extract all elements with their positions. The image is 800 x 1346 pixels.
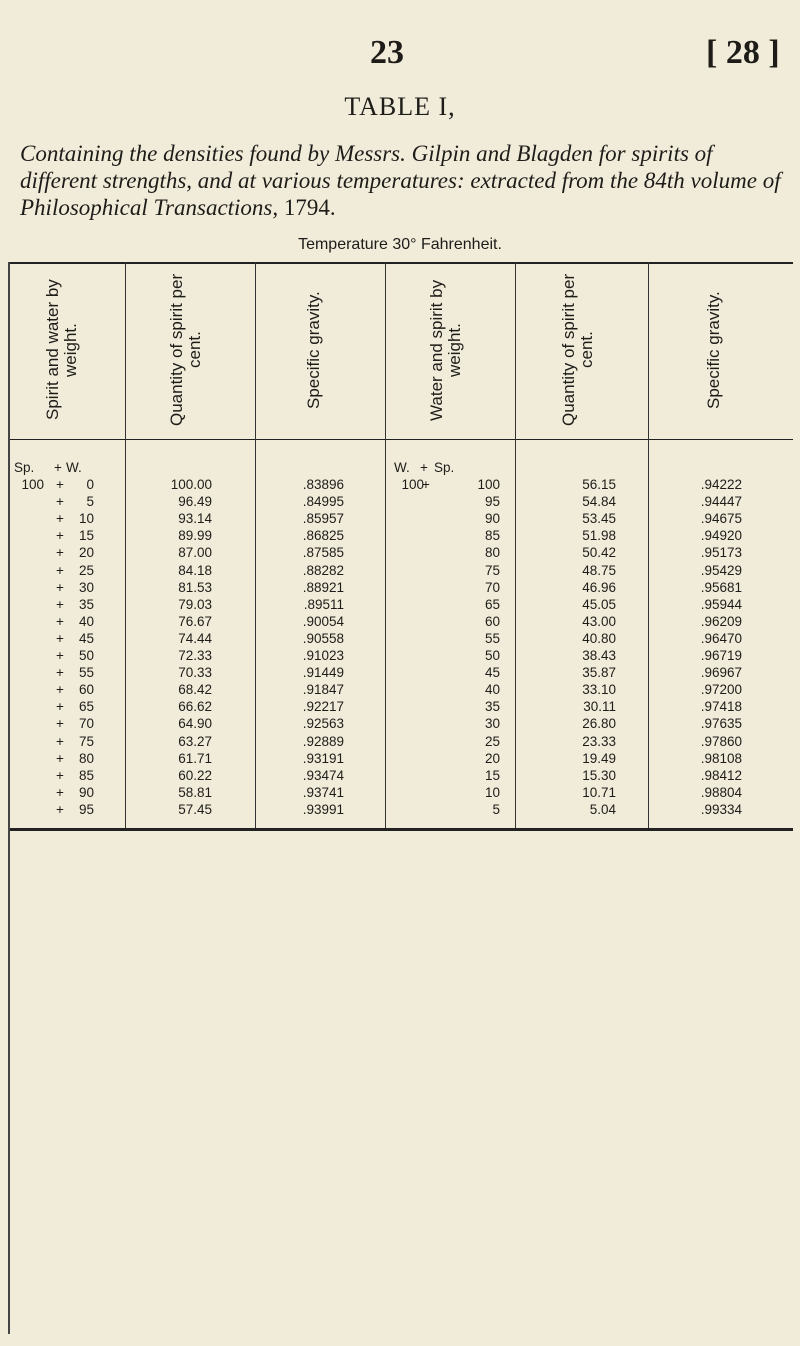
- cell-gravity-1: .90054: [302, 613, 344, 629]
- cell-water: 0: [86, 477, 94, 492]
- cell-plus: +: [56, 630, 64, 646]
- cell-gravity-2: .94675: [700, 511, 742, 527]
- cell-water: 65: [78, 699, 94, 715]
- cell-gravity-2: .95173: [700, 545, 742, 561]
- cell-gravity-1: .86825: [302, 528, 344, 544]
- cell-gravity-2: .97418: [700, 699, 742, 715]
- cell-water: 85: [78, 767, 94, 783]
- cell-spirit-2: 55: [484, 630, 500, 646]
- cell-quantity-2: 33.10: [582, 682, 616, 698]
- cell-quantity-2: 46.96: [582, 579, 616, 595]
- cell-water-2: 100: [401, 477, 424, 492]
- cell-water: 55: [78, 665, 94, 681]
- table-frame-left: [8, 262, 10, 1334]
- table-frame-bottom: [8, 828, 793, 831]
- cell-quantity-2: 5.04: [589, 801, 616, 817]
- marker-w-left: W.: [66, 460, 82, 475]
- cell-plus: +: [56, 545, 64, 561]
- cell-gravity-2: .98108: [700, 750, 742, 766]
- cell-spirit-2: 45: [484, 665, 500, 681]
- cell-gravity-1: .89511: [303, 596, 344, 612]
- cell-spirit-2: 50: [484, 648, 500, 663]
- cell-plus: +: [56, 801, 64, 817]
- cell-plus: +: [56, 784, 64, 800]
- cell-gravity-1: .91847: [302, 682, 344, 698]
- caption-part1: Containing the densities found by Messrs. Gilpin and Blagden for spirits of different strengths, and at various temperatures: extracted from the: [20, 141, 713, 193]
- cell-quantity-1: 81.53: [178, 579, 212, 595]
- cell-quantity-2: 48.75: [582, 562, 616, 578]
- cell-gravity-1: .92563: [302, 716, 344, 732]
- cell-gravity-2: .97860: [700, 733, 742, 749]
- cell-plus: +: [56, 733, 64, 749]
- cell-gravity-1: .91023: [302, 648, 344, 663]
- cell-quantity-1: 74.44: [178, 630, 212, 646]
- marker-plus-left: +: [54, 460, 62, 475]
- cell-gravity-2: .94447: [700, 494, 742, 510]
- cell-spirit-2: 25: [484, 733, 500, 749]
- cell-water: 30: [78, 579, 94, 595]
- cell-plus: +: [56, 699, 64, 715]
- cell-quantity-1: 96.49: [178, 494, 212, 510]
- temperature-note: Temperature 30° Fahrenheit.: [298, 236, 502, 253]
- cell-quantity-1: 58.81: [178, 784, 212, 800]
- cell-quantity-2: 23.33: [582, 733, 616, 749]
- marker-sp-left: Sp.: [14, 460, 35, 475]
- cell-spirit-2: 35: [484, 699, 500, 715]
- cell-quantity-1: 79.03: [178, 596, 212, 612]
- cell-plus: +: [56, 494, 64, 510]
- table-title: TABLE I,: [344, 92, 456, 121]
- header-water-spirit: Water and spirit by weight.: [427, 279, 464, 421]
- cell-quantity-2: 56.15: [582, 477, 616, 492]
- column-rule: [125, 262, 126, 828]
- caption-part2: 84th volume of Philosophical Transactions,: [20, 168, 781, 220]
- cell-plus: +: [56, 682, 64, 698]
- cell-spirit-2: 70: [484, 579, 500, 595]
- cell-quantity-1: 87.00: [178, 545, 212, 561]
- cell-spirit-2: 90: [484, 511, 500, 527]
- cell-plus: +: [56, 613, 64, 629]
- cell-gravity-2: .94920: [700, 528, 742, 544]
- column-rule: [385, 262, 386, 828]
- cell-plus: +: [56, 648, 64, 663]
- cell-quantity-1: 89.99: [178, 528, 212, 544]
- cell-gravity-2: .95681: [700, 579, 742, 595]
- cell-plus: +: [56, 750, 64, 766]
- cell-gravity-2: .95429: [700, 562, 742, 578]
- cell-gravity-1: .87585: [302, 545, 344, 561]
- cell-plus: +: [56, 562, 64, 578]
- marker-sp-right: Sp.: [434, 460, 455, 475]
- cell-water: 10: [78, 511, 94, 527]
- cell-gravity-1: .93741: [302, 784, 344, 800]
- cell-quantity-1: 100.00: [170, 477, 212, 492]
- cell-water: 70: [78, 716, 94, 732]
- cell-spirit-2: 60: [484, 613, 500, 629]
- plate-number: [ 28 ]: [706, 34, 780, 71]
- cell-gravity-2: .98412: [700, 767, 742, 783]
- header-spirit-water: Spirit and water by weight.: [43, 279, 80, 421]
- cell-spirit-2: 65: [484, 596, 500, 612]
- cell-water: 75: [78, 733, 94, 749]
- cell-quantity-2: 35.87: [582, 665, 616, 681]
- cell-plus: +: [56, 767, 64, 783]
- cell-spirit-2: 75: [484, 562, 500, 578]
- caption-year: 1794.: [278, 195, 336, 220]
- caption: [20, 140, 790, 221]
- cell-water: 15: [78, 528, 94, 544]
- cell-quantity-2: 54.84: [582, 494, 616, 510]
- cell-quantity-2: 45.05: [582, 596, 616, 612]
- cell-plus: +: [56, 596, 64, 612]
- cell-quantity-1: 84.18: [178, 562, 212, 578]
- cell-plus: +: [56, 665, 64, 681]
- cell-gravity-2: .96209: [700, 613, 742, 629]
- header-quantity-spirit-1: Quantity of spirit per cent.: [167, 273, 204, 427]
- cell-quantity-2: 30.11: [583, 699, 616, 715]
- cell-quantity-1: 61.71: [178, 750, 212, 766]
- cell-quantity-2: 10.71: [582, 784, 616, 800]
- cell-quantity-2: 43.00: [582, 613, 616, 629]
- cell-quantity-2: 53.45: [582, 511, 616, 527]
- header-specific-gravity-2: Specific gravity.: [704, 291, 723, 409]
- cell-spirit: 100: [21, 477, 44, 492]
- cell-water: 20: [78, 545, 94, 561]
- cell-gravity-1: .90558: [302, 630, 344, 646]
- cell-spirit-2: 80: [484, 545, 500, 561]
- cell-gravity-1: .84995: [302, 494, 344, 510]
- cell-water: 40: [78, 613, 94, 629]
- cell-gravity-2: .99334: [700, 801, 742, 817]
- cell-quantity-1: 76.67: [178, 613, 212, 629]
- cell-water: 25: [78, 562, 94, 578]
- cell-quantity-1: 57.45: [178, 801, 212, 817]
- cell-gravity-1: .88921: [302, 579, 344, 595]
- cell-quantity-1: 93.14: [178, 511, 212, 527]
- column-rule: [648, 262, 649, 828]
- cell-quantity-2: 40.80: [582, 630, 616, 646]
- cell-water: 90: [78, 784, 94, 800]
- cell-gravity-2: .96967: [700, 665, 742, 681]
- page-number: 23: [370, 34, 404, 71]
- cell-quantity-1: 70.33: [178, 665, 212, 681]
- cell-quantity-2: 15.30: [582, 767, 616, 783]
- cell-spirit-2: 95: [484, 494, 500, 510]
- cell-quantity-2: 50.42: [582, 545, 616, 561]
- cell-water: 95: [78, 801, 94, 817]
- cell-spirit-2: 100: [477, 477, 500, 492]
- cell-spirit-2: 30: [484, 716, 500, 732]
- cell-plus-2: +: [422, 477, 430, 492]
- cell-water: 60: [78, 682, 94, 698]
- cell-quantity-1: 72.33: [178, 648, 212, 663]
- cell-water: 45: [78, 630, 94, 646]
- cell-plus: +: [56, 579, 64, 595]
- cell-spirit-2: 85: [484, 528, 500, 544]
- column-rule: [515, 262, 516, 828]
- cell-gravity-2: .96470: [700, 630, 742, 646]
- cell-spirit-2: 10: [484, 784, 500, 800]
- cell-gravity-1: .85957: [302, 511, 344, 527]
- cell-water: 80: [78, 750, 94, 766]
- marker-plus-right: +: [420, 460, 428, 475]
- cell-gravity-2: .96719: [700, 648, 742, 663]
- cell-quantity-2: 51.98: [582, 528, 616, 544]
- cell-quantity-2: 26.80: [582, 716, 616, 732]
- cell-water: 50: [78, 648, 94, 663]
- cell-quantity-1: 68.42: [178, 682, 212, 698]
- header-specific-gravity-1: Specific gravity.: [304, 291, 323, 409]
- cell-plus: +: [56, 477, 64, 492]
- cell-water: 35: [78, 596, 94, 612]
- cell-gravity-1: .91449: [302, 665, 344, 681]
- cell-quantity-1: 63.27: [178, 733, 212, 749]
- cell-quantity-2: 19.49: [582, 750, 616, 766]
- marker-w-right: W.: [394, 460, 410, 475]
- cell-gravity-2: .97200: [700, 682, 742, 698]
- cell-gravity-1: .93991: [302, 801, 344, 817]
- cell-plus: +: [56, 716, 64, 732]
- cell-spirit-2: 40: [484, 682, 500, 698]
- cell-plus: +: [56, 511, 64, 527]
- cell-gravity-1: .92217: [302, 699, 344, 715]
- cell-gravity-1: .93474: [302, 767, 344, 783]
- cell-spirit-2: 5: [492, 801, 500, 817]
- cell-gravity-2: .94222: [700, 477, 742, 492]
- cell-water: 5: [86, 494, 94, 510]
- cell-quantity-1: 60.22: [178, 767, 212, 783]
- cell-quantity-1: 66.62: [178, 699, 212, 715]
- header-quantity-spirit-2: Quantity of spirit per cent.: [559, 273, 596, 427]
- cell-gravity-2: .97635: [700, 716, 742, 732]
- cell-plus: +: [56, 528, 64, 544]
- cell-gravity-1: .88282: [302, 562, 344, 578]
- cell-spirit-2: 20: [484, 750, 500, 766]
- cell-gravity-1: .92889: [302, 733, 344, 749]
- cell-gravity-1: .83896: [302, 477, 344, 492]
- cell-gravity-1: .93191: [302, 750, 344, 766]
- cell-spirit-2: 15: [484, 767, 500, 783]
- column-rule: [255, 262, 256, 828]
- cell-gravity-2: .95944: [700, 596, 742, 612]
- cell-gravity-2: .98804: [700, 784, 742, 800]
- cell-quantity-1: 64.90: [178, 716, 212, 732]
- cell-quantity-2: 38.43: [582, 648, 616, 663]
